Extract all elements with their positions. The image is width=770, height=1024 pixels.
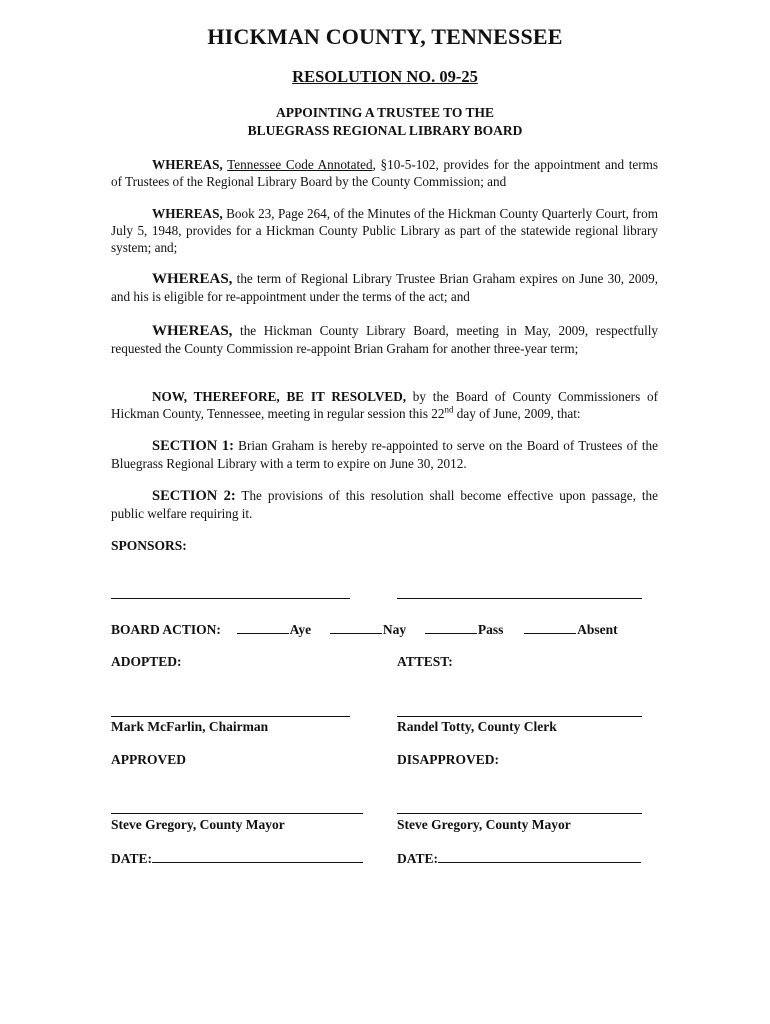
whereas-paragraph-3 <box>111 270 658 305</box>
sponsor-signature-line-2[interactable] <box>397 598 642 599</box>
chairman-name: Mark McFarlin, Chairman <box>111 719 269 734</box>
date-left-label: DATE: <box>111 851 153 866</box>
whereas-text: Book 23, Page 264, of the Minutes of the Hickman County Quarterly Court, from July 5, 1948, provides for a Hickman County Public Library as part of the statewide regional library system; and; <box>111 206 658 255</box>
mayor-name-right: Steve Gregory, County Mayor <box>397 817 571 832</box>
disapproved-label: DISAPPROVED: <box>397 752 500 767</box>
mayor-name-left: Steve Gregory, County Mayor <box>111 817 285 832</box>
whereas-text: , §10-5-102, provides for the appointment and terms of Trustees of the Regional Library Board by the County Commission; and <box>111 157 659 189</box>
subtitle-line-2: BLUEGRASS REGIONAL LIBRARY BOARD <box>247 123 523 138</box>
attest-label: ATTEST: <box>397 654 453 669</box>
date-left-row <box>111 849 363 867</box>
resolution-number: RESOLUTION NO. 09-25 <box>292 67 478 86</box>
aye-blank[interactable] <box>237 621 289 634</box>
board-action-row <box>111 621 618 638</box>
whereas-text: the term of Regional Library Trustee Brian Graham expires on June 30, 2009, and his is eligible for re-appointment under the terms of the act; and <box>111 271 658 304</box>
section-text: The provisions of this resolution shall become effective upon passage, the public welfare requiring it. <box>111 488 658 521</box>
whereas-text: the Hickman County Library Board, meeting in May, 2009, respectfully requested the County Commission re-appoint Brian Graham for another three-year term; <box>111 323 658 356</box>
aye-label: Aye <box>289 622 312 637</box>
pass-blank[interactable] <box>425 621 477 634</box>
resolved-text-after: day of June, 2009, that: <box>453 406 581 421</box>
sponsors-label: SPONSORS: <box>111 538 187 553</box>
whereas-paragraph-4 <box>111 322 658 357</box>
document-title: HICKMAN COUNTY, TENNESSEE <box>207 24 563 49</box>
clerk-signature-line[interactable] <box>397 716 642 717</box>
whereas-paragraph-1 <box>111 156 658 190</box>
resolved-lead: NOW, THEREFORE, BE IT RESOLVED, <box>152 389 407 404</box>
date-right-row <box>397 849 641 867</box>
whereas-lead: WHEREAS, <box>152 271 233 287</box>
sponsor-signature-line-1[interactable] <box>111 598 350 599</box>
section-1-paragraph <box>111 437 658 472</box>
whereas-lead: WHEREAS, <box>152 323 233 339</box>
absent-blank[interactable] <box>524 621 576 634</box>
chairman-signature-line[interactable] <box>111 716 350 717</box>
whereas-lead: WHEREAS, <box>152 157 223 172</box>
section-2-paragraph <box>111 487 658 522</box>
nay-label: Nay <box>382 622 407 637</box>
subtitle-line-1: APPOINTING A TRUSTEE TO THE <box>275 105 495 120</box>
pass-label: Pass <box>477 622 504 637</box>
whereas-lead: WHEREAS, <box>152 206 223 221</box>
date-right-label: DATE: <box>397 851 439 866</box>
absent-label: Absent <box>577 622 618 637</box>
clerk-name: Randel Totty, County Clerk <box>397 719 557 734</box>
statute-citation: Tennessee Code Annotated <box>227 157 373 172</box>
adopted-label: ADOPTED: <box>111 654 182 669</box>
ordinal-suffix: nd <box>444 404 454 415</box>
approved-label: APPROVED <box>111 752 186 767</box>
board-action-label: BOARD ACTION: <box>111 622 221 637</box>
date-right-line[interactable] <box>438 849 641 863</box>
mayor-disapprove-signature-line[interactable] <box>397 813 642 814</box>
resolved-text-before: by the Board of County Commissioners of Hickman County, Tennessee, meeting in regular session this 22 <box>111 389 658 421</box>
nay-blank[interactable] <box>330 621 382 634</box>
section-text: Brian Graham is hereby re-appointed to serve on the Board of Trustees of the Bluegrass Regional Library with a term to expire on June 30, 2012. <box>111 438 658 471</box>
resolved-paragraph <box>111 388 658 422</box>
section-lead: SECTION 1: <box>152 438 234 454</box>
date-left-line[interactable] <box>152 849 363 863</box>
section-lead: SECTION 2: <box>152 488 236 504</box>
whereas-paragraph-2 <box>111 205 658 256</box>
mayor-approve-signature-line[interactable] <box>111 813 363 814</box>
